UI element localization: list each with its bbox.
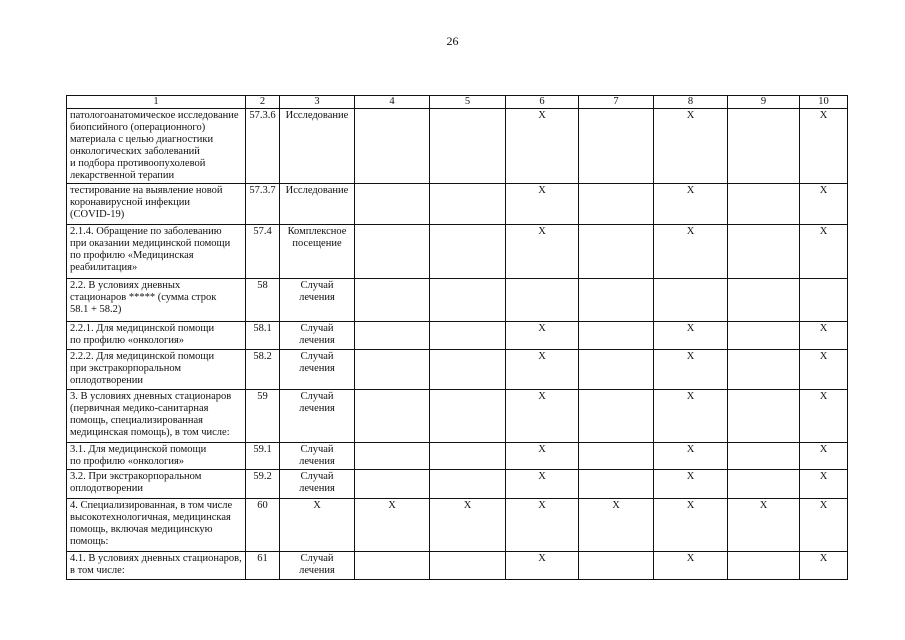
- cell-text-line: лекарственной терапии: [70, 170, 175, 181]
- row-code-cell: 57.3.6: [246, 109, 280, 184]
- header-cell: 7: [579, 96, 654, 109]
- row-value-cell: X: [506, 322, 579, 350]
- row-unit-cell: [280, 499, 355, 552]
- row-value-cell: X: [800, 350, 848, 390]
- cell-text-line: лечения: [299, 335, 335, 346]
- row-value-cell: [728, 225, 800, 279]
- row-value-cell: [430, 350, 506, 390]
- row-unit-cell: [280, 470, 355, 499]
- row-value-cell: [728, 470, 800, 499]
- row-unit-cell: [280, 225, 355, 279]
- row-value-cell: X: [506, 499, 579, 552]
- data-table: [66, 95, 848, 580]
- row-value-cell: [728, 390, 800, 443]
- cell-text-line: лечения: [299, 483, 335, 494]
- cell-text-line: коронавирусной инфекции: [70, 197, 190, 208]
- row-value-cell: X: [654, 390, 728, 443]
- row-value-cell: [430, 322, 506, 350]
- table-row: [67, 350, 848, 390]
- row-value-cell: [430, 470, 506, 499]
- row-value-cell: [506, 279, 579, 322]
- cell-text-line: X: [313, 500, 321, 511]
- row-value-cell: [654, 279, 728, 322]
- row-value-cell: [355, 184, 430, 225]
- row-unit-cell: [280, 443, 355, 470]
- row-value-cell: X: [800, 390, 848, 443]
- header-cell: 6: [506, 96, 579, 109]
- header-row: [67, 96, 848, 109]
- row-value-cell: [355, 443, 430, 470]
- row-value-cell: X: [654, 109, 728, 184]
- cell-text-line: Случай: [300, 471, 334, 482]
- row-name-cell: [67, 443, 246, 470]
- cell-text-line: Случай: [300, 323, 334, 334]
- cell-text-line: реабилитация»: [70, 262, 138, 273]
- row-value-cell: X: [355, 499, 430, 552]
- row-value-cell: [579, 109, 654, 184]
- row-value-cell: X: [506, 184, 579, 225]
- row-value-cell: X: [506, 109, 579, 184]
- cell-text-line: Случай: [300, 391, 334, 402]
- cell-text-line: Исследование: [285, 110, 349, 121]
- row-unit-cell: [280, 390, 355, 443]
- row-value-cell: [430, 443, 506, 470]
- row-value-cell: X: [800, 499, 848, 552]
- cell-text-line: лечения: [299, 292, 335, 303]
- cell-text-line: помощь, включая медицинскую: [70, 524, 213, 535]
- row-value-cell: X: [654, 184, 728, 225]
- row-value-cell: [355, 470, 430, 499]
- row-value-cell: [430, 279, 506, 322]
- cell-text-line: оплодотворении: [70, 375, 144, 386]
- row-value-cell: [579, 390, 654, 443]
- row-value-cell: [579, 552, 654, 580]
- cell-text-line: 2.2.1. Для медицинской помощи: [70, 323, 215, 334]
- page-number: 26: [446, 34, 459, 48]
- row-value-cell: [430, 552, 506, 580]
- row-value-cell: [728, 184, 800, 225]
- cell-text-line: при экстракорпоральном: [70, 363, 182, 374]
- row-code-cell: 58.1: [246, 322, 280, 350]
- row-value-cell: X: [506, 225, 579, 279]
- row-value-cell: [355, 350, 430, 390]
- cell-text-line: биопсийного (операционного): [70, 122, 206, 133]
- row-value-cell: X: [506, 350, 579, 390]
- header-cell: 10: [800, 96, 848, 109]
- table-row: [67, 470, 848, 499]
- cell-text-line: 2.2. В условиях дневных: [70, 280, 181, 291]
- table-row: [67, 390, 848, 443]
- row-value-cell: [800, 279, 848, 322]
- row-value-cell: X: [800, 109, 848, 184]
- row-name-cell: [67, 322, 246, 350]
- cell-text-line: Случай: [300, 553, 334, 564]
- row-value-cell: [728, 279, 800, 322]
- cell-text-line: Случай: [300, 280, 334, 291]
- row-value-cell: [355, 322, 430, 350]
- row-name-cell: [67, 552, 246, 580]
- row-value-cell: X: [800, 470, 848, 499]
- cell-text-line: (COVID-19): [70, 209, 125, 220]
- row-code-cell: 61: [246, 552, 280, 580]
- row-value-cell: [579, 279, 654, 322]
- row-unit-cell: [280, 322, 355, 350]
- cell-text-line: 2.2.2. Для медицинской помощи: [70, 351, 215, 362]
- cell-text-line: и подбора противоопухолевой: [70, 158, 206, 169]
- row-code-cell: 59.1: [246, 443, 280, 470]
- cell-text-line: материала с целью диагностики: [70, 134, 214, 145]
- cell-text-line: при оказании медицинской помощи: [70, 238, 231, 249]
- row-value-cell: [579, 443, 654, 470]
- row-value-cell: [728, 552, 800, 580]
- row-value-cell: X: [654, 350, 728, 390]
- row-code-cell: 57.3.7: [246, 184, 280, 225]
- row-value-cell: [728, 322, 800, 350]
- header-cell: 5: [430, 96, 506, 109]
- row-value-cell: [430, 109, 506, 184]
- row-code-cell: 58.2: [246, 350, 280, 390]
- cell-text-line: 3.2. При экстракорпоральном: [70, 471, 202, 482]
- cell-text-line: по профилю «Медицинская: [70, 250, 194, 261]
- cell-text-line: онкологических заболеваний: [70, 146, 200, 157]
- row-value-cell: [728, 443, 800, 470]
- cell-text-line: 4. Специализированная, в том числе: [70, 500, 233, 511]
- cell-text-line: лечения: [299, 565, 335, 576]
- cell-text-line: помощь:: [70, 536, 109, 547]
- row-name-cell: [67, 470, 246, 499]
- row-value-cell: X: [579, 499, 654, 552]
- header-cell: 2: [246, 96, 280, 109]
- row-value-cell: [430, 390, 506, 443]
- cell-text-line: по профилю «онкология»: [70, 335, 185, 346]
- table-row: [67, 279, 848, 322]
- table-row: [67, 184, 848, 225]
- row-value-cell: [579, 322, 654, 350]
- table-row: [67, 552, 848, 580]
- cell-text-line: патологоанатомическое исследование: [70, 110, 239, 121]
- table-row: [67, 443, 848, 470]
- row-name-cell: [67, 279, 246, 322]
- cell-text-line: Комплексное: [287, 226, 347, 237]
- cell-text-line: 58.1 + 58.2): [70, 304, 122, 315]
- row-value-cell: X: [654, 225, 728, 279]
- row-value-cell: X: [800, 225, 848, 279]
- header-cell: 4: [355, 96, 430, 109]
- table-row: [67, 109, 848, 184]
- row-value-cell: X: [654, 470, 728, 499]
- row-value-cell: X: [800, 184, 848, 225]
- cell-text-line: 4.1. В условиях дневных стационаров,: [70, 553, 242, 564]
- row-value-cell: X: [654, 322, 728, 350]
- cell-text-line: оплодотворении: [70, 483, 144, 494]
- cell-text-line: медицинская помощь), в том числе:: [70, 427, 230, 438]
- row-unit-cell: [280, 109, 355, 184]
- cell-text-line: Случай: [300, 351, 334, 362]
- row-name-cell: [67, 184, 246, 225]
- cell-text-line: лечения: [299, 363, 335, 374]
- cell-text-line: 2.1.4. Обращение по заболеванию: [70, 226, 222, 237]
- row-code-cell: 59.2: [246, 470, 280, 499]
- cell-text-line: по профилю «онкология»: [70, 456, 185, 467]
- row-name-cell: [67, 350, 246, 390]
- row-code-cell: 58: [246, 279, 280, 322]
- row-value-cell: [355, 225, 430, 279]
- row-name-cell: [67, 225, 246, 279]
- row-value-cell: X: [506, 390, 579, 443]
- row-value-cell: X: [506, 443, 579, 470]
- cell-text-line: 3. В условиях дневных стационаров: [70, 391, 232, 402]
- row-value-cell: X: [506, 470, 579, 499]
- row-value-cell: [579, 184, 654, 225]
- row-unit-cell: [280, 350, 355, 390]
- row-value-cell: X: [430, 499, 506, 552]
- row-unit-cell: [280, 279, 355, 322]
- row-unit-cell: [280, 184, 355, 225]
- row-name-cell: [67, 109, 246, 184]
- row-value-cell: X: [506, 552, 579, 580]
- header-cell: 1: [67, 96, 246, 109]
- row-value-cell: X: [800, 443, 848, 470]
- cell-text-line: посещение: [292, 238, 342, 249]
- header-cell: 9: [728, 96, 800, 109]
- table-row: [67, 499, 848, 552]
- row-value-cell: [728, 109, 800, 184]
- table-row: [67, 225, 848, 279]
- row-value-cell: X: [800, 322, 848, 350]
- row-name-cell: [67, 390, 246, 443]
- row-value-cell: [430, 225, 506, 279]
- cell-text-line: лечения: [299, 403, 335, 414]
- row-code-cell: 60: [246, 499, 280, 552]
- cell-text-line: стационаров ***** (сумма строк: [70, 292, 217, 303]
- cell-text-line: лечения: [299, 456, 335, 467]
- row-value-cell: X: [654, 499, 728, 552]
- table-row: [67, 322, 848, 350]
- row-name-cell: [67, 499, 246, 552]
- row-code-cell: 57.4: [246, 225, 280, 279]
- row-value-cell: [355, 390, 430, 443]
- row-code-cell: 59: [246, 390, 280, 443]
- row-value-cell: X: [654, 443, 728, 470]
- row-value-cell: [728, 350, 800, 390]
- header-cell: 8: [654, 96, 728, 109]
- row-unit-cell: [280, 552, 355, 580]
- row-value-cell: X: [728, 499, 800, 552]
- header-cell: 3: [280, 96, 355, 109]
- cell-text-line: Исследование: [285, 185, 349, 196]
- cell-text-line: тестирование на выявление новой: [70, 185, 223, 196]
- row-value-cell: [579, 225, 654, 279]
- row-value-cell: [579, 470, 654, 499]
- cell-text-line: Случай: [300, 444, 334, 455]
- row-value-cell: [355, 109, 430, 184]
- row-value-cell: [355, 279, 430, 322]
- row-value-cell: [579, 350, 654, 390]
- row-value-cell: X: [654, 552, 728, 580]
- cell-text-line: высокотехнологичная, медицинская: [70, 512, 231, 523]
- row-value-cell: [355, 552, 430, 580]
- row-value-cell: X: [800, 552, 848, 580]
- cell-text-line: 3.1. Для медицинской помощи: [70, 444, 207, 455]
- row-value-cell: [430, 184, 506, 225]
- cell-text-line: помощь, специализированная: [70, 415, 203, 426]
- cell-text-line: в том числе:: [70, 565, 125, 576]
- cell-text-line: (первичная медико-санитарная: [70, 403, 209, 414]
